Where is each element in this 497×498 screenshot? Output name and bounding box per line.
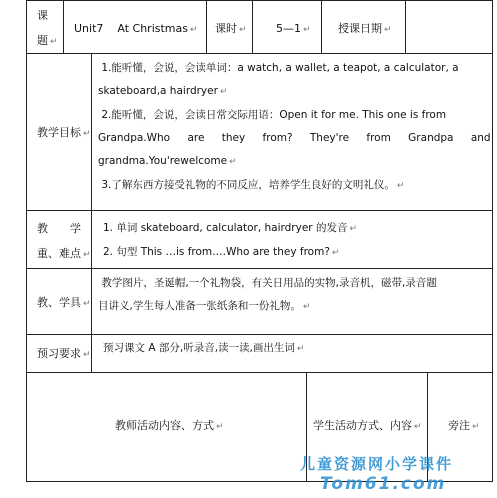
paragraph-mark: ↵	[349, 224, 357, 234]
paragraph-mark: ↵	[216, 422, 224, 432]
date-label: 授课日期 ↵	[338, 22, 392, 35]
paragraph-mark: ↵	[303, 25, 311, 35]
objective-line: 3.了解东西方接受礼物的不同反应，培养学生良好的文明礼仪。 ↵	[101, 179, 405, 191]
paragraph-mark: ↵	[302, 302, 311, 312]
keypoint-line: 2. 句型 This …is from….Who are they from? ↵	[103, 246, 340, 258]
paragraph-mark: ↵	[472, 422, 480, 432]
paragraph-mark: ↵	[229, 157, 237, 167]
objective-line: 2.能听懂，会说，会读日常交际用语：Open it for me. This one is from	[101, 109, 447, 121]
tools-line: 目讲义,学生每人准备一张纸条和一份礼物。 ↵	[98, 300, 311, 312]
notes-header: 旁注 ↵	[448, 419, 480, 432]
row-divider	[26, 53, 493, 54]
unit-title: At Christmas	[117, 22, 188, 35]
period-value: 5—1 ↵	[276, 22, 311, 35]
col-divider	[206, 0, 207, 53]
paragraph-mark: ↵	[219, 87, 228, 97]
row-divider	[26, 268, 493, 269]
paragraph-mark: ↵	[384, 25, 392, 35]
keypoints-label: 教 学	[37, 222, 81, 235]
unit-number: Unit7	[74, 22, 104, 35]
paragraph-mark: ↵	[239, 25, 247, 35]
paragraph-mark: ↵	[396, 181, 405, 191]
objective-line: Grandpa.Who are they from? They're from Grandpa and	[98, 132, 491, 144]
col-divider	[63, 0, 64, 53]
preview-content: 预习课文 A 部分,听录音,读一读,画出生词 ↵	[103, 342, 305, 354]
row-divider	[26, 372, 493, 373]
objectives-content	[98, 57, 491, 198]
paragraph-mark: ↵	[331, 248, 340, 258]
tools-line: 教学图片，圣诞帽,一个礼物袋，有关日用品的实物,录音机，磁带,录音题	[101, 277, 437, 289]
keypoints-content	[103, 217, 488, 265]
col-divider	[91, 53, 92, 372]
topic-label	[37, 8, 48, 23]
topic-label-line2: 题	[37, 34, 48, 47]
objective-line: skateboard,a hairdryer ↵	[98, 85, 228, 97]
col-divider	[321, 0, 322, 53]
paragraph-mark: ↵	[50, 37, 58, 47]
keypoints-label: 重、难点 ↵	[37, 247, 91, 260]
preview-label: 预习要求 ↵	[37, 347, 91, 360]
topic-label-line1: 课	[37, 9, 48, 22]
col-divider	[252, 0, 253, 53]
row-divider	[26, 334, 493, 335]
objectives-label: 教学目标 ↵	[37, 126, 91, 139]
paragraph-mark: ↵	[414, 422, 422, 432]
objective-line: 1.能听懂，会说，会读单词：a watch, a wallet, a teapot, a calculator, a	[101, 62, 459, 74]
paragraph-mark: ↵	[83, 250, 91, 260]
paragraph-mark: ↵	[296, 344, 305, 354]
watermark-cn: 儿童资源网小学课件	[300, 455, 454, 473]
paragraph-mark: ↵	[83, 350, 91, 360]
tools-label: 教、学具 ↵	[37, 296, 91, 309]
paragraph-mark: ↵	[83, 299, 91, 309]
row-divider	[26, 210, 493, 211]
student-activity-header: 学生活动方式、内容 ↵	[313, 419, 422, 432]
col-divider	[405, 0, 406, 53]
objective-line: grandma.You'rewelcome ↵	[98, 155, 237, 167]
period-label: 课时 ↵	[215, 22, 247, 35]
lesson-title	[74, 21, 198, 38]
paragraph-mark: ↵	[83, 129, 91, 139]
paragraph-mark: ↵	[190, 25, 198, 35]
tools-content	[98, 272, 488, 319]
keypoint-line: 1. 单词 skateboard, calculator, hairdryer 的发音 ↵	[103, 222, 357, 234]
watermark-en: Tom61.com	[320, 474, 447, 494]
teacher-activity-header: 教师活动内容、方式 ↵	[115, 419, 224, 432]
topic-label	[37, 33, 58, 50]
